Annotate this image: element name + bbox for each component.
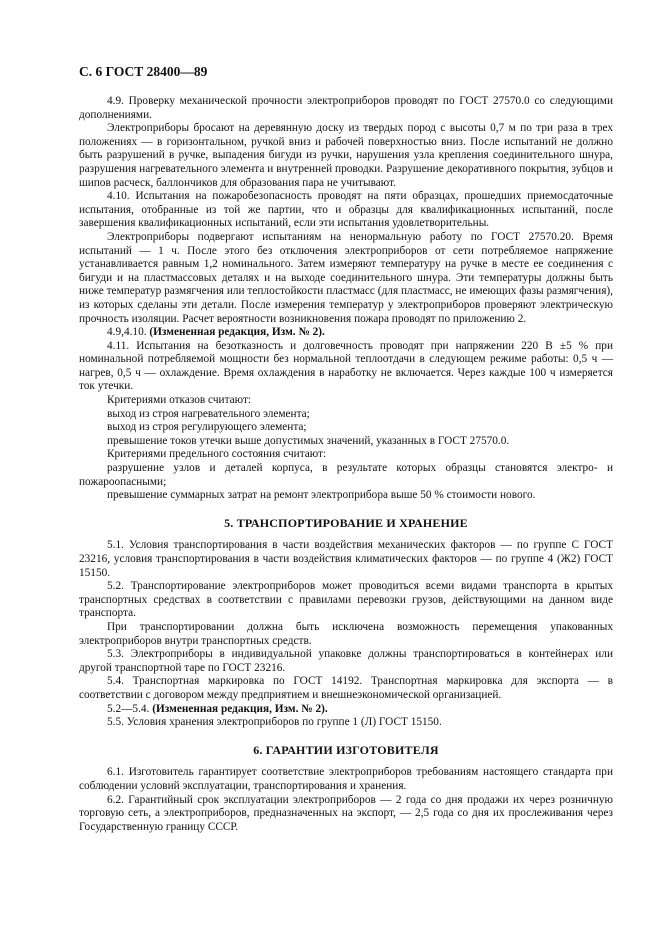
- paragraph: 5.1. Условия транспортирования в части воздействия механических факторов — по группе С ГОСТ 23216, условия транспортирования в части воздействия климатических факторов — по группе 4 (Ж2) ГОСТ 15150.: [79, 539, 613, 579]
- paragraph: 4.11. Испытания на безотказность и долговечность проводят при напряжении 220 В ±5 % при номинальной потребляемой мощности без нормальной теплоотдачи в следующем режиме работы: 0,5 ч — нагрев, 0,5 ч — охлаждение. Время охлаждения в наработку не включается. Через каждые 100 ч измеряется ток утечки.: [79, 339, 613, 393]
- list-item: выход из строя нагревательного элемента;: [107, 407, 310, 420]
- page-header: С. 6 ГОСТ 28400—89: [79, 64, 208, 79]
- paragraph: 6.1. Изготовитель гарантирует соответствие электроприборов требованиям настоящего стандарта при соблюдении условий эксплуатации, транспортирования и хранения.: [79, 766, 613, 792]
- paragraph: 5.5. Условия хранения электроприборов по группе 1 (Л) ГОСТ 15150.: [107, 716, 442, 729]
- amendment-ref: 5.2—5.4.: [107, 702, 150, 715]
- page-body: [79, 95, 613, 834]
- section-title: 5. ТРАНСПОРТИРОВАНИЕ И ХРАНЕНИЕ: [224, 515, 468, 530]
- amendment-note: [79, 703, 613, 717]
- paragraph: 4.9. Проверку механической прочности электроприборов проводят по ГОСТ 27570.0 со следующими дополнениями.: [79, 95, 613, 121]
- paragraph: 5.4. Транспортная маркировка по ГОСТ 14192. Транспортная маркировка для экспорта — в соответствии с договором между предприятием и внешнеэкономической организацией.: [79, 675, 613, 701]
- paragraph: 6.2. Гарантийный срок эксплуатации электроприборов — 2 года со дня продажи их через розничную торговую сеть, а электроприборов, предназначенных на экспорт, — 2,5 года со дня их прослеживания через Государственную границу СССР.: [79, 793, 613, 833]
- list-item: превышение суммарных затрат на ремонт электроприбора выше 50 % стоимости нового.: [107, 489, 536, 502]
- list-item: выход из строя регулирующего элемента;: [107, 421, 307, 434]
- list-item: разрушение узлов и деталей корпуса, в результате которых образцы становятся электро- и пожароопасными;: [79, 462, 613, 488]
- paragraph: 4.10. Испытания на пожаробезопасность проводят на пяти образцах, прошедших приемосдаточные испытания, отобранные из той же партии, что и образцы для квалификационных испытаний, после завершения квалификационных испытаний, если эти испытания удовлетворительны.: [79, 190, 613, 230]
- list-item: превышение токов утечки выше допустимых значений, указанных в ГОСТ 27570.0.: [107, 434, 510, 447]
- section-title: 6. ГАРАНТИИ ИЗГОТОВИТЕЛЯ: [253, 742, 439, 757]
- paragraph: Критериями предельного состояния считают:: [107, 448, 327, 461]
- amendment-ref: 4.9,4.10.: [107, 326, 147, 339]
- amendment-note: [79, 326, 613, 340]
- paragraph: 5.2. Транспортирование электроприборов может проводиться всеми видами транспорта в крытых транспортных средствах в соответствии с правилами перевозки грузов, действующими на данном виде транспорта.: [79, 580, 613, 620]
- paragraph: При транспортировании должна быть исключена возможность перемещения упакованных электроприборов внутри транспортных средств.: [79, 620, 613, 647]
- paragraph: Критериями отказов считают:: [107, 394, 252, 407]
- amendment-text: (Измененная редакция, Изм. № 2).: [149, 326, 325, 339]
- paragraph: Электроприборы подвергают испытаниям на ненормальную работу по ГОСТ 27570.20. Время испытаний — 1 ч. После этого без отключения электроприборов от сети потребляемое напряжение устанавливается равным 1,2 номинального. Затем измеряют температуру на ручке в месте ее соединения с бигуди и на пластмассовых деталях и на выходе соединительного шнура. Эти температуры должны быть ниже температур размягчения или теплостойкости пластмасс (для пластмасс, не имеющих фазы размягчения), из которых сделаны эти детали. После измерения температур у электроприборов проверяют электрическую прочность изоляции. Расчет вероятности возникновения пожара проводят по приложению 2.: [79, 230, 613, 325]
- paragraph: Электроприборы бросают на деревянную доску из твердых пород с высоты 0,7 м по три раза в трех положениях — в горизонтальном, ручкой вниз и рабочей поверхностью вниз. После испытаний не должно быть разрушений в ручке, выпадения бигуди из ручки, нарушения узла крепления соединительного шнура, разрушения нагревательного элемента и внутренней проводки. Разрушение декоративного покрытия, зубцов и шипов расческ, баллончиков для образования пара не учитывают.: [79, 122, 613, 189]
- paragraph: 5.3. Электроприборы в индивидуальной упаковке должны транспортироваться в контейнерах или другой транспортной таре по ГОСТ 23216.: [79, 648, 613, 674]
- amendment-text: (Измененная редакция, Изм. № 2).: [152, 702, 328, 715]
